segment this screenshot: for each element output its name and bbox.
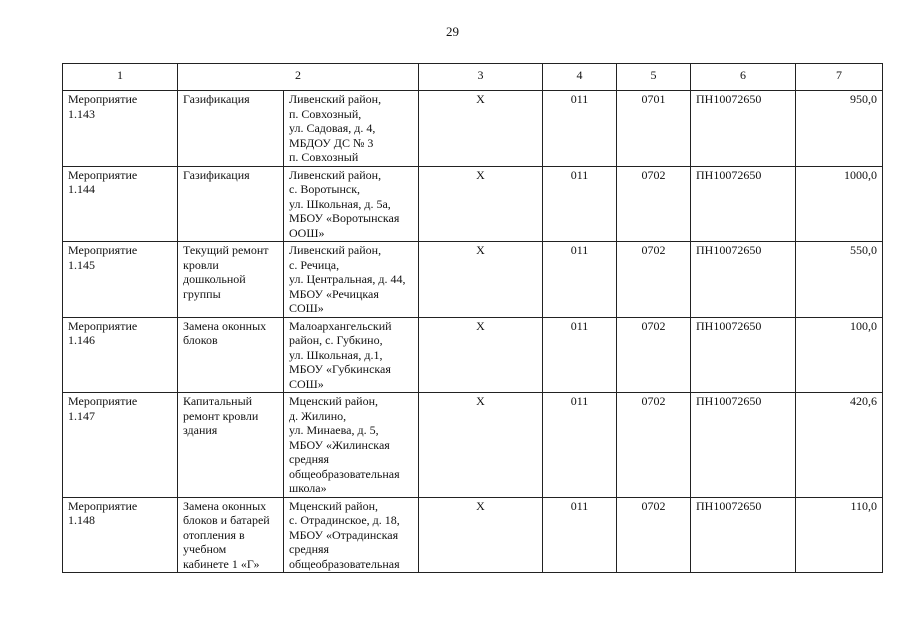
header-col-1: 1 [63,64,178,91]
header-row [63,64,883,91]
object-cell-line: ул. Центральная, д. 44, [289,272,406,286]
event-cell-line: 1.148 [68,513,95,527]
col5-cell: 0702 [617,317,691,393]
event-cell-line: Мероприятие [68,167,138,182]
event-cell-line: 1.144 [68,182,95,196]
object-cell-line: Мценский район, [289,498,379,513]
work-cell-line: учебном [183,542,227,556]
col6-cell: ПН10072650 [691,166,796,242]
table-row [63,317,883,393]
event-cell-line: Мероприятие [68,243,138,257]
amount-cell: 420,6 [796,393,883,498]
work-cell [178,393,284,498]
work-cell-line: дошкольной [183,272,246,286]
object-cell-line: с. Речица, [289,257,340,272]
object-cell-line: с. Отрадинское, д. 18, [289,513,400,527]
object-cell-line: МБОУ «Жилинская [289,437,390,452]
object-cell-line: Ливенский район, [289,92,382,106]
object-cell-line: общеобразовательная [289,556,400,571]
col6-cell: ПН10072650 [691,317,796,393]
event-cell-line: 1.145 [68,257,95,272]
col4-cell: 011 [543,393,617,498]
work-cell [178,166,284,242]
header-col-7: 7 [796,64,883,91]
work-cell [178,91,284,167]
work-cell-line: группы [183,286,221,301]
col4-cell: 011 [543,497,617,573]
object-cell-line: Ливенский район, [289,167,382,182]
work-cell-line: Газификация [183,92,250,106]
event-cell [63,393,178,498]
object-cell [284,91,419,167]
object-cell-line: МБОУ «Речицкая [289,286,379,301]
col3-cell: Х [419,497,543,573]
object-cell-line: МБОУ «Губкинская [289,362,391,376]
object-cell [284,242,419,318]
object-cell-line: Малоархангельский [289,318,392,333]
col5-cell: 0701 [617,91,691,167]
col6-cell: ПН10072650 [691,91,796,167]
work-cell [178,497,284,573]
object-cell-line: ООШ» [289,225,325,240]
work-cell-line: Текущий ремонт [183,243,269,257]
page-number: 29 [446,24,459,39]
table-row [63,242,883,318]
object-cell-line: ул. Садовая, д. 4, [289,121,376,135]
object-cell-line: ул. Минаева, д. 5, [289,423,379,437]
object-cell [284,166,419,242]
work-cell-line: блоков [183,333,218,347]
budget-table [62,63,883,573]
header-col-5: 5 [617,64,691,91]
amount-cell: 100,0 [796,317,883,393]
event-cell-line: Мероприятие [68,498,138,513]
object-cell-line: Мценский район, [289,394,379,408]
col6-cell: ПН10072650 [691,497,796,573]
col4-cell: 011 [543,317,617,393]
object-cell [284,317,419,393]
header-col-6: 6 [691,64,796,91]
col3-cell: Х [419,317,543,393]
work-cell-line: ремонт кровли [183,408,259,423]
work-cell-line: Замена оконных [183,498,267,513]
object-cell-line: МБОУ «Воротынская [289,211,400,225]
amount-cell: 110,0 [796,497,883,573]
work-cell-line: Газификация [183,167,250,182]
col5-cell: 0702 [617,393,691,498]
table-row [63,91,883,167]
col6-cell: ПН10072650 [691,393,796,498]
header-col-2: 2 [178,64,419,91]
object-cell-line: п. Совхозный, [289,106,362,121]
col5-cell: 0702 [617,497,691,573]
object-cell-line: МБОУ «Отрадинская [289,527,399,542]
object-cell-line: д. Жилино, [289,408,347,423]
event-cell-line: Мероприятие [68,394,138,408]
object-cell-line: п. Совхозный [289,150,359,164]
event-cell [63,166,178,242]
event-cell-line: Мероприятие [68,92,138,106]
object-cell-line: общеобразовательная [289,466,400,481]
object-cell-line: средняя [289,542,330,556]
col4-cell: 011 [543,91,617,167]
work-cell-line: Капитальный [183,394,253,408]
col5-cell: 0702 [617,242,691,318]
col3-cell: Х [419,242,543,318]
event-cell-line: 1.143 [68,106,95,121]
work-cell-line: здания [183,423,218,437]
object-cell-line: СОШ» [289,301,324,315]
object-cell [284,393,419,498]
event-cell-line: Мероприятие [68,318,138,333]
header-col-3: 3 [419,64,543,91]
col4-cell: 011 [543,166,617,242]
col3-cell: Х [419,393,543,498]
object-cell-line: школа» [289,481,327,495]
col6-cell: ПН10072650 [691,242,796,318]
amount-cell: 550,0 [796,242,883,318]
amount-cell: 1000,0 [796,166,883,242]
col4-cell: 011 [543,242,617,318]
object-cell-line: ул. Школьная, д. 5а, [289,196,391,211]
amount-cell: 950,0 [796,91,883,167]
object-cell-line: с. Воротынск, [289,182,361,196]
event-cell-line: 1.147 [68,408,95,423]
event-cell [63,317,178,393]
object-cell-line: Ливенский район, [289,243,382,257]
event-cell [63,497,178,573]
work-cell [178,317,284,393]
object-cell-line: ул. Школьная, д.1, [289,347,383,362]
event-cell [63,242,178,318]
work-cell [178,242,284,318]
work-cell-line: отопления в [183,527,245,542]
work-cell-line: Замена оконных [183,318,267,333]
object-cell-line: СОШ» [289,376,324,391]
header-col-4: 4 [543,64,617,91]
table-row [63,497,883,573]
event-cell-line: 1.146 [68,333,95,347]
table-row [63,393,883,498]
object-cell-line: МБДОУ ДС № 3 [289,135,374,150]
object-cell-line: район, с. Губкино, [289,333,383,347]
col3-cell: Х [419,91,543,167]
work-cell-line: блоков и батарей [183,513,270,527]
object-cell-line: средняя [289,452,330,466]
work-cell-line: кровли [183,257,219,272]
col5-cell: 0702 [617,166,691,242]
table-row [63,166,883,242]
col3-cell: Х [419,166,543,242]
work-cell-line: кабинете 1 «Г» [183,556,260,571]
event-cell [63,91,178,167]
object-cell [284,497,419,573]
